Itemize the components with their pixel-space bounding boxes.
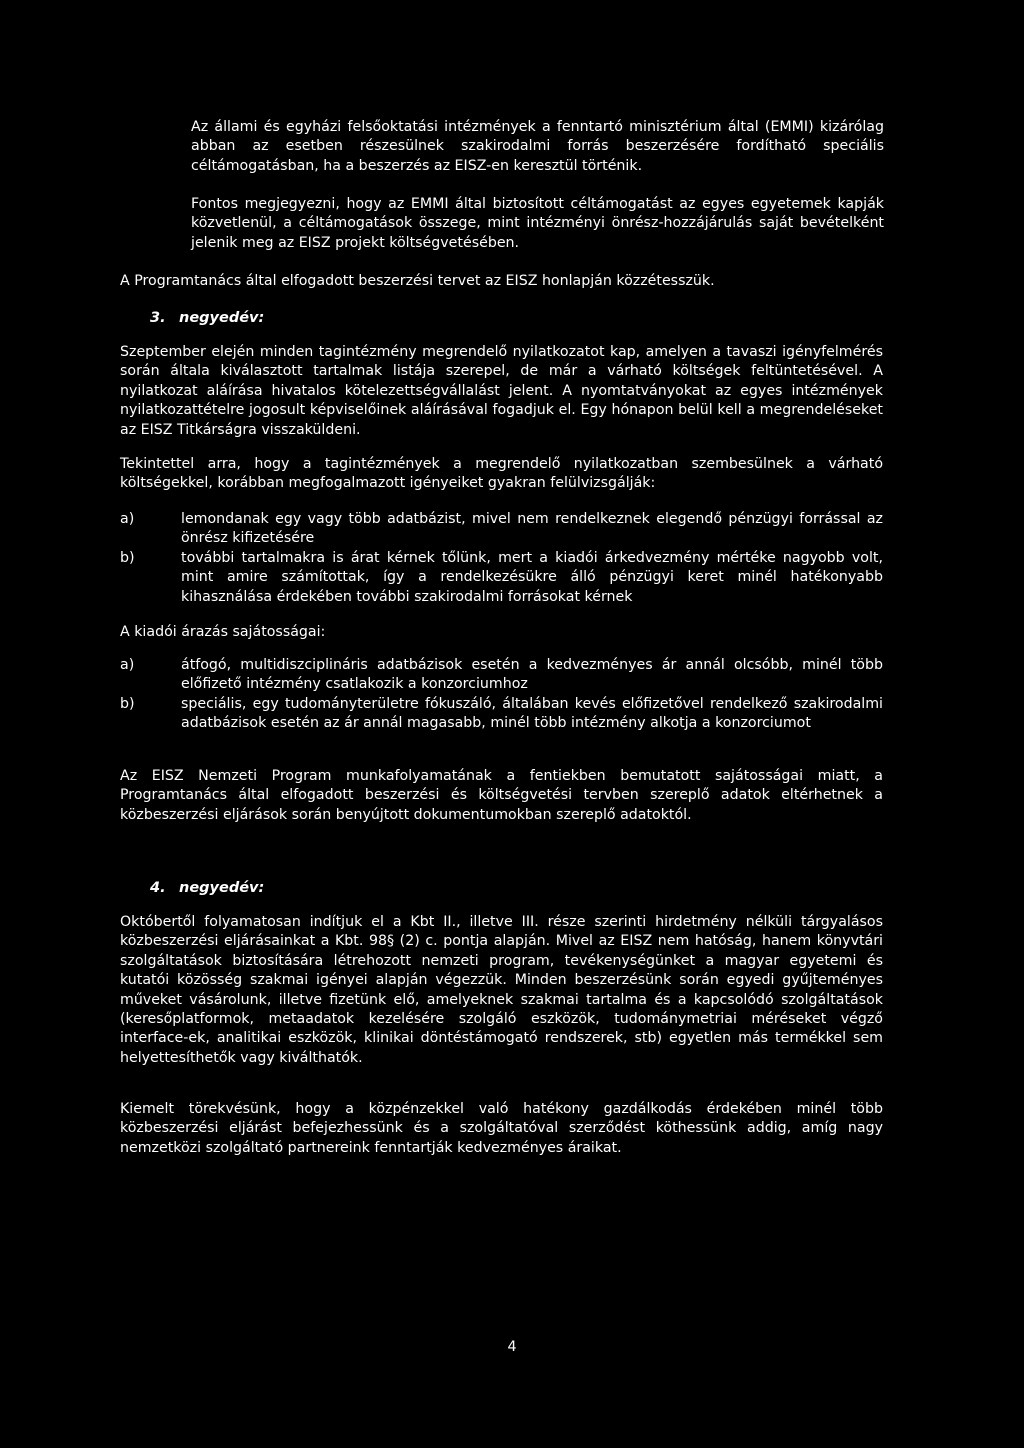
page-number: 4 bbox=[507, 1339, 517, 1355]
q3-paragraph-3: A kiadói árazás sajátosságai: bbox=[120, 624, 326, 640]
intro-paragraph-3: A Programtanács által elfogadott beszerzési tervet az EISZ honlapján közzétesszük. bbox=[120, 273, 715, 289]
q4-heading bbox=[150, 879, 264, 898]
q3-paragraph-4: Az EISZ Nemzeti Program munkafolyamatának a fentiekben bemutatott sajátosságai miatt, a Programtanács által elfogadott beszerzési és költségvetési tervben szereplő adatok eltérhetnek a közbeszerzési eljárások során benyújtott dokumentumokban szereplő adatoktól. bbox=[120, 768, 883, 823]
q3-heading-number: 3. bbox=[150, 310, 166, 326]
q3-list-1 bbox=[120, 510, 883, 607]
intro-paragraph-1: Az állami és egyházi felsőoktatási intézmények a fenntartó minisztérium által (EMMI) kizárólag abban az esetben részesülnek szakirodalmi forrás beszerzésére fordítható speciális céltámogatásban, ha a beszerzés az EISZ-en keresztül történik. bbox=[191, 119, 884, 174]
list-text: átfogó, multidiszciplináris adatbázisok esetén a kedvezményes ár annál olcsóbb, minél több előfizető intézmény csatlakozik a konzorciumhoz bbox=[181, 657, 883, 693]
q3-paragraph-1: Szeptember elején minden tagintézmény megrendelő nyilatkozatot kap, amelyen a tavaszi igényfelmérés során általa kiválasztott tartalmak listája szerepel, de már a várható költségek feltüntetésével. A nyilatkozat aláírása hivatalos kötelezettségvállalást jelent. A nyomtatványokat az egyes intézmények nyilatkozattételre jogosult képviselőinek aláírásával fogadjuk el. Egy hónapon belül kell a megrendeléseket az EISZ Titkárságra visszaküldeni. bbox=[120, 344, 883, 438]
list-marker: b) bbox=[120, 695, 135, 712]
intro-paragraph-2: Fontos megjegyezni, hogy az EMMI által biztosított céltámogatást az egyes egyetemek kapják közvetlenül, a céltámogatások összege, mint intézményi önrész-hozzájárulás saját bevételként jelenik meg az EISZ projekt költségvetésében. bbox=[191, 196, 884, 251]
q3-paragraph-2: Tekintettel arra, hogy a tagintézmények a megrendelő nyilatkozatban szembesülnek a várható költségekkel, korábban megfogalmazott igényeiket gyakran felülvizsgálják: bbox=[120, 456, 883, 492]
list-marker: b) bbox=[120, 549, 135, 566]
q4-paragraph-2: Kiemelt törekvésünk, hogy a közpénzekkel való hatékony gazdálkodás érdekében minél több közbeszerzési eljárást befejezhessünk és a szolgáltatóval szerződést köthessünk addig, amíg nagy nemzetközi szolgáltató partnereink fenntartják kedvezményes áraikat. bbox=[120, 1101, 883, 1156]
list-item bbox=[120, 549, 883, 607]
list-item bbox=[120, 656, 883, 695]
list-text: speciális, egy tudományterületre fókuszáló, általában kevés előfizetővel rendelkező szakirodalmi adatbázisok esetén az ár annál magasabb, minél több intézmény alkotja a konzorciumot bbox=[181, 695, 883, 732]
q3-heading bbox=[150, 309, 264, 328]
q4-heading-number: 4. bbox=[150, 880, 166, 896]
q4-paragraph-1: Októbertől folyamatosan indítjuk el a Kbt II., illetve III. része szerinti hirdetmény nélküli tárgyalásos közbeszerzési eljárásainkat a Kbt. 98§ (2) c. pontja alapján. Mivel az EISZ nem hatóság, hanem könyvtári szolgáltatások biztosítására létrehozott nemzeti program, tevékenységünket a magyar egyetemi és kutatói közösség szakmai igényei alapján végezzük. Minden beszerzésünk során egyedi gyűjteményes műveket vásárolunk, illetve fizetünk elő, amelyeknek szakmai tartalma és a kapcsolódó szolgáltatások (keresőplatformok, metaadatok kezelésére szolgáló eszközök, tudománymetriai méréseket végző interface-ek, analitikai eszközök, klinikai döntéstámogató rendszerek, stb) egyetlen más termékkel sem helyettesíthetők vagy kiválthatók. bbox=[120, 914, 883, 1066]
list-item bbox=[120, 695, 883, 734]
list-text: lemondanak egy vagy több adatbázist, mivel nem rendelkeznek elegendő pénzügyi forrással az önrész kifizetésére bbox=[181, 511, 883, 547]
q3-heading-title: negyedév: bbox=[179, 310, 265, 326]
q3-list-2 bbox=[120, 656, 883, 734]
q4-heading-title: negyedév: bbox=[179, 880, 265, 896]
list-marker: a) bbox=[120, 657, 135, 673]
list-item bbox=[120, 510, 883, 549]
list-text: további tartalmakra is árat kérnek tőlünk, mert a kiadói árkedvezmény mértéke nagyobb volt, mint amire számítottak, így a rendelkezésükre álló pénzügyi keret minél hatékonyabb kihasználása érdekében további szakirodalmi forrásokat kérnek bbox=[181, 549, 883, 605]
list-marker: a) bbox=[120, 511, 135, 527]
